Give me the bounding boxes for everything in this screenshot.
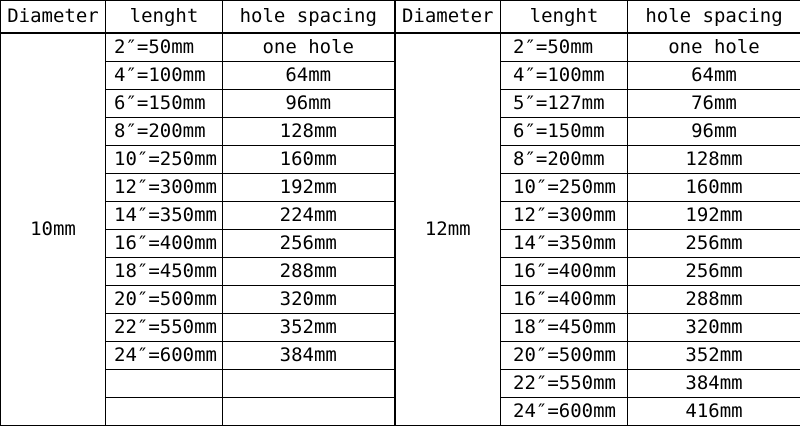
length-cell-left: 24″=600mm (106, 342, 223, 370)
diameter-cell-left: 10mm (1, 33, 106, 426)
length-cell-left (106, 398, 223, 426)
length-cell-right: 5″=127mm (501, 90, 628, 118)
length-cell-right: 12″=300mm (501, 202, 628, 230)
spacing-cell-left: 96mm (223, 90, 395, 118)
diameter-cell-right: 12mm (395, 33, 501, 426)
spacing-cell-right: 256mm (628, 258, 800, 286)
spacing-cell-right: 128mm (628, 146, 800, 174)
length-cell-right: 14″=350mm (501, 230, 628, 258)
header-length-left: lenght (106, 1, 223, 34)
spacing-cell-right: 352mm (628, 342, 800, 370)
length-cell-right: 24″=600mm (501, 398, 628, 426)
length-cell-right: 16″=400mm (501, 258, 628, 286)
spacing-cell-left: 320mm (223, 286, 395, 314)
spacing-cell-right: 384mm (628, 370, 800, 398)
length-cell-left: 2″=50mm (106, 33, 223, 62)
header-length-right: lenght (501, 1, 628, 34)
length-cell-left: 16″=400mm (106, 230, 223, 258)
length-cell-right: 6″=150mm (501, 118, 628, 146)
spacing-cell-left: 160mm (223, 146, 395, 174)
table-body (1, 1, 800, 426)
spacing-cell-right: 320mm (628, 314, 800, 342)
header-diameter-left: Diameter (1, 1, 106, 34)
header-row (1, 1, 800, 34)
spacing-cell-right: 288mm (628, 286, 800, 314)
header-diameter-right: Diameter (395, 1, 501, 34)
spacing-cell-left: 224mm (223, 202, 395, 230)
length-cell-right: 22″=550mm (501, 370, 628, 398)
spacing-cell-right: 192mm (628, 202, 800, 230)
length-cell-left: 18″=450mm (106, 258, 223, 286)
spacing-cell-left (223, 398, 395, 426)
length-cell-left: 4″=100mm (106, 62, 223, 90)
length-cell-left (106, 370, 223, 398)
spacing-cell-right: one hole (628, 33, 800, 62)
length-cell-right: 20″=500mm (501, 342, 628, 370)
spacing-cell-left: 384mm (223, 342, 395, 370)
length-cell-left: 6″=150mm (106, 90, 223, 118)
length-cell-right: 8″=200mm (501, 146, 628, 174)
spacing-cell-right: 96mm (628, 118, 800, 146)
spacing-cell-right: 416mm (628, 398, 800, 426)
length-cell-right: 10″=250mm (501, 174, 628, 202)
spacing-cell-right: 76mm (628, 90, 800, 118)
length-cell-left: 8″=200mm (106, 118, 223, 146)
spacing-cell-left: 352mm (223, 314, 395, 342)
spacing-cell-left (223, 370, 395, 398)
spacing-cell-left: 256mm (223, 230, 395, 258)
length-cell-right: 2″=50mm (501, 33, 628, 62)
spacing-cell-left: 288mm (223, 258, 395, 286)
length-cell-right: 16″=400mm (501, 286, 628, 314)
spacing-cell-right: 256mm (628, 230, 800, 258)
header-spacing-left: hole spacing (223, 1, 395, 34)
length-cell-left: 22″=550mm (106, 314, 223, 342)
header-spacing-right: hole spacing (628, 1, 800, 34)
spacing-cell-left: 64mm (223, 62, 395, 90)
spacing-cell-left: 192mm (223, 174, 395, 202)
spacing-cell-left: one hole (223, 33, 395, 62)
length-cell-left: 20″=500mm (106, 286, 223, 314)
spacing-cell-right: 64mm (628, 62, 800, 90)
spacing-cell-left: 128mm (223, 118, 395, 146)
spacing-cell-right: 160mm (628, 174, 800, 202)
length-cell-left: 14″=350mm (106, 202, 223, 230)
table-row (1, 33, 800, 62)
length-cell-right: 18″=450mm (501, 314, 628, 342)
length-cell-left: 12″=300mm (106, 174, 223, 202)
length-cell-right: 4″=100mm (501, 62, 628, 90)
length-cell-left: 10″=250mm (106, 146, 223, 174)
